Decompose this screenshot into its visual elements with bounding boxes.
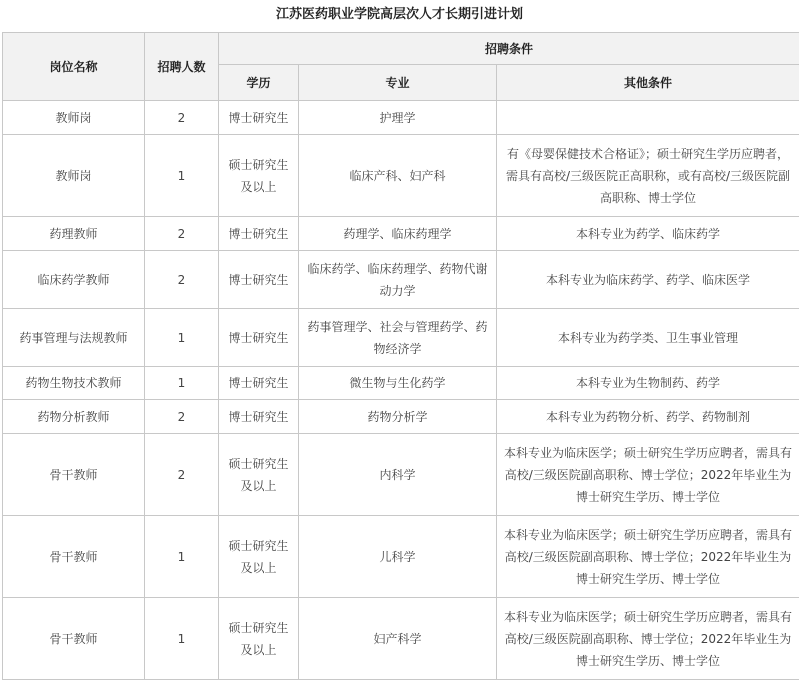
cell-major: 内科学 [299, 434, 497, 516]
cell-count: 2 [145, 400, 219, 434]
cell-other: 本科专业为临床医学；硕士研究生学历应聘者，需具有高校/三级医院副高职称、博士学位；2022年毕业生为博士研究生学历、博士学位 [497, 598, 799, 680]
cell-other: 本科专业为药学、临床药学 [497, 217, 799, 251]
table-row [3, 135, 799, 217]
cell-other: 本科专业为药学类、卫生事业管理 [497, 309, 799, 367]
cell-major: 临床药学、临床药理学、药物代谢动力学 [299, 251, 497, 309]
cell-education: 硕士研究生及以上 [219, 516, 299, 598]
cell-other: 本科专业为临床医学；硕士研究生学历应聘者，需具有高校/三级医院副高职称、博士学位；2022年毕业生为博士研究生学历、博士学位 [497, 434, 799, 516]
cell-education: 博士研究生 [219, 400, 299, 434]
cell-position: 骨干教师 [3, 516, 145, 598]
table-row [3, 217, 799, 251]
cell-count: 1 [145, 309, 219, 367]
cell-other: 本科专业为临床药学、药学、临床医学 [497, 251, 799, 309]
table-row [3, 251, 799, 309]
cell-other: 本科专业为药物分析、药学、药物制剂 [497, 400, 799, 434]
cell-education: 硕士研究生及以上 [219, 598, 299, 680]
cell-major: 微生物与生化药学 [299, 367, 497, 400]
cell-other: 本科专业为生物制药、药学 [497, 367, 799, 400]
cell-position: 药理教师 [3, 217, 145, 251]
cell-position: 临床药学教师 [3, 251, 145, 309]
cell-position: 药物分析教师 [3, 400, 145, 434]
header-other: 其他条件 [497, 65, 799, 101]
cell-major: 药事管理学、社会与管理药学、药物经济学 [299, 309, 497, 367]
cell-education: 博士研究生 [219, 309, 299, 367]
table-row [3, 598, 799, 680]
cell-major: 药理学、临床药理学 [299, 217, 497, 251]
cell-count: 1 [145, 135, 219, 217]
cell-position: 骨干教师 [3, 598, 145, 680]
cell-other: 本科专业为临床医学；硕士研究生学历应聘者，需具有高校/三级医院副高职称、博士学位；2022年毕业生为博士研究生学历、博士学位 [497, 516, 799, 598]
cell-education: 博士研究生 [219, 367, 299, 400]
cell-count: 2 [145, 434, 219, 516]
table-row [3, 367, 799, 400]
table-row [3, 400, 799, 434]
cell-education: 博士研究生 [219, 251, 299, 309]
cell-major: 药物分析学 [299, 400, 497, 434]
cell-major: 儿科学 [299, 516, 497, 598]
cell-other: 有《母婴保健技术合格证》；硕士研究生学历应聘者，需具有高校/三级医院正高职称，或有高校/三级医院副高职称、博士学位 [497, 135, 799, 217]
cell-education: 博士研究生 [219, 101, 299, 135]
cell-count: 1 [145, 516, 219, 598]
cell-count: 1 [145, 367, 219, 400]
table-row [3, 516, 799, 598]
cell-major: 妇产科学 [299, 598, 497, 680]
cell-education: 硕士研究生及以上 [219, 135, 299, 217]
cell-position: 药物生物技术教师 [3, 367, 145, 400]
cell-position: 骨干教师 [3, 434, 145, 516]
header-conditions: 招聘条件 [219, 33, 799, 65]
cell-count: 2 [145, 217, 219, 251]
cell-education: 博士研究生 [219, 217, 299, 251]
header-position: 岗位名称 [3, 33, 145, 101]
cell-major: 护理学 [299, 101, 497, 135]
table-row [3, 101, 799, 135]
header-count: 招聘人数 [145, 33, 219, 101]
page-title: 江苏医药职业学院高层次人才长期引进计划 [275, 7, 523, 22]
header-major: 专业 [299, 65, 497, 101]
cell-count: 1 [145, 598, 219, 680]
cell-position: 教师岗 [3, 135, 145, 217]
recruitment-table [2, 32, 799, 680]
table-row [3, 434, 799, 516]
cell-major: 临床产科、妇产科 [299, 135, 497, 217]
header-education: 学历 [219, 65, 299, 101]
table-row [3, 309, 799, 367]
cell-count: 2 [145, 251, 219, 309]
cell-position: 教师岗 [3, 101, 145, 135]
cell-education: 硕士研究生及以上 [219, 434, 299, 516]
cell-position: 药事管理与法规教师 [3, 309, 145, 367]
cell-count: 2 [145, 101, 219, 135]
cell-other [497, 101, 799, 135]
